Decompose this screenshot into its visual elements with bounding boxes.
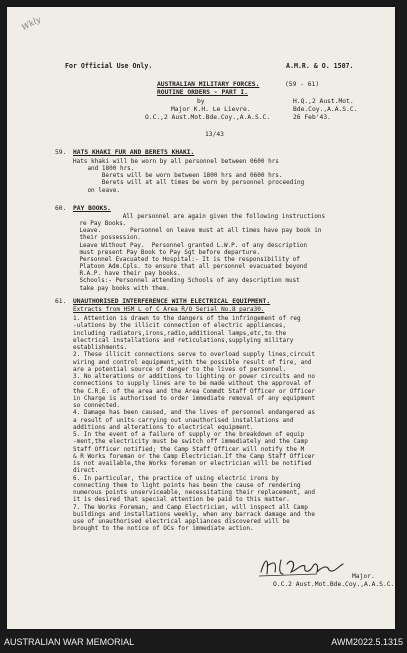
orders-title: ROUTINE ORDERS - PART I. <box>157 89 248 96</box>
archive-footer <box>0 634 407 653</box>
catalogue-reference: AWM2022.5.1315 <box>331 637 403 647</box>
section-60-body: All personnel are again given the following instructions re Pay Books. Leave. Personnel on leave must at all times have pay book in their possession. Leave Without Pay. Personnel granted L.W.P. of any description must present Pay Book to Pay Sgt before departure. Personnel Evacuated to Hospital:- It is the responsibility of Platoon Adm.Cpls. to ensure that all personnel evacuated beyond R.A.P. have their pay books. Schools:- Personnel attending Schools of any description must take pay books with them. <box>79 213 326 292</box>
signature-unit: O.C.2 Aust.Mot.Bde.Coy.,A.A.S.C. <box>273 581 395 588</box>
order-range: (59 - 61) <box>285 81 320 88</box>
section-61-body: 1. Attention is drawn to the dangers of the infringement of reg -ulations by the illicit connection of electric appliances, including radiators,irons,radio,additional lamps,etc,to the electrical installations and reticulations,supplying military establishments. 2. These illicit connections serve to overload supply lines,circuit wiring and control equipment,with the possible result of fire, and are a potential source of danger to the lives of personnel. 3. No alterations or additions to lighting or power circuits and no connections to supply lines are to be made without the approval of the C.R.E. of the area and the Area Commdt Staff Officer or Officer in Charge is authorised to order immediate removal of any equipment so connected. 4. Damage has been caused, and the lives of personnel endangered as a result of units carrying out unauthorised installations and additions and alterations to electrical equipment. 5. In the event of a failure of supply or the breakdown of equip -ment,the electricity must be switch off immediately and the Camp Staff Officer notified; the Camp Staff Officer will notify the M & R Works foreman or the Camp Electrician.If the Camp Staff Officer is not available,the Works foreman or electrician will be notified direct. 6. In particular, the practice of using electric irons by connecting them to light points has been the cause of rendering numerous points unserviceable, necessitating their replacement, and it is desired that special attention be paid to this matter. 7. The Works Foreman, and Camp Electrician, will inspect all Camp buildings and installations weekly, when any barrack damage and the use of unauthorised electrical appliances discovered will be brought to the notice of OCs for immediate action. <box>73 315 316 533</box>
order-number: 13/43 <box>205 131 224 138</box>
by-label: by <box>197 98 205 105</box>
section-61-extract: Extracts from HSM L of C Area R/O Serial No.8 para30. <box>73 306 265 313</box>
section-59-number: 59. <box>55 149 67 156</box>
document-page <box>7 7 395 629</box>
hq-line-1: H.Q.,2 Aust.Mot. <box>293 98 354 105</box>
issuing-officer: Major K.H. Le Lievre. <box>171 106 251 113</box>
force-title: AUSTRALIAN MILITARY FORCES. <box>157 81 260 88</box>
section-59-body: Hats khaki will be worn by all personnel between 0600 hrs and 1800 hrs. Berets will be worn between 1800 hrs and 0600 hrs. Berets will at all times be worn by personnel proceeding on leave. <box>73 158 305 194</box>
issuing-unit: O.C.,2 Aust.Mot.Bde.Coy.,A.A.S.C. <box>145 114 271 121</box>
hq-line-2: Bde.Coy.,A.A.S.C. <box>293 106 358 113</box>
institution-label: AUSTRALIAN WAR MEMORIAL <box>4 637 135 647</box>
form-reference: A.M.R. & O. 1507. <box>286 62 354 70</box>
pencil-annotation: Wkly <box>20 14 43 33</box>
official-use-label: For Official Use Only. <box>65 62 153 70</box>
section-61-number: 61. <box>55 298 67 305</box>
section-59-title: HATS KHAKI FUR AND BERETS KHAKI. <box>73 149 195 156</box>
section-61-title: UNAUTHORISED INTERFERENCE WITH ELECTRICAL EQUIPMENT. <box>73 298 271 305</box>
section-60-title: PAY BOOKS. <box>73 205 111 212</box>
handwritten-signature <box>257 552 347 578</box>
order-date: 26 Feb'43. <box>293 114 331 121</box>
signature-rank: Major. <box>352 573 375 580</box>
section-60-number: 60. <box>55 205 67 212</box>
